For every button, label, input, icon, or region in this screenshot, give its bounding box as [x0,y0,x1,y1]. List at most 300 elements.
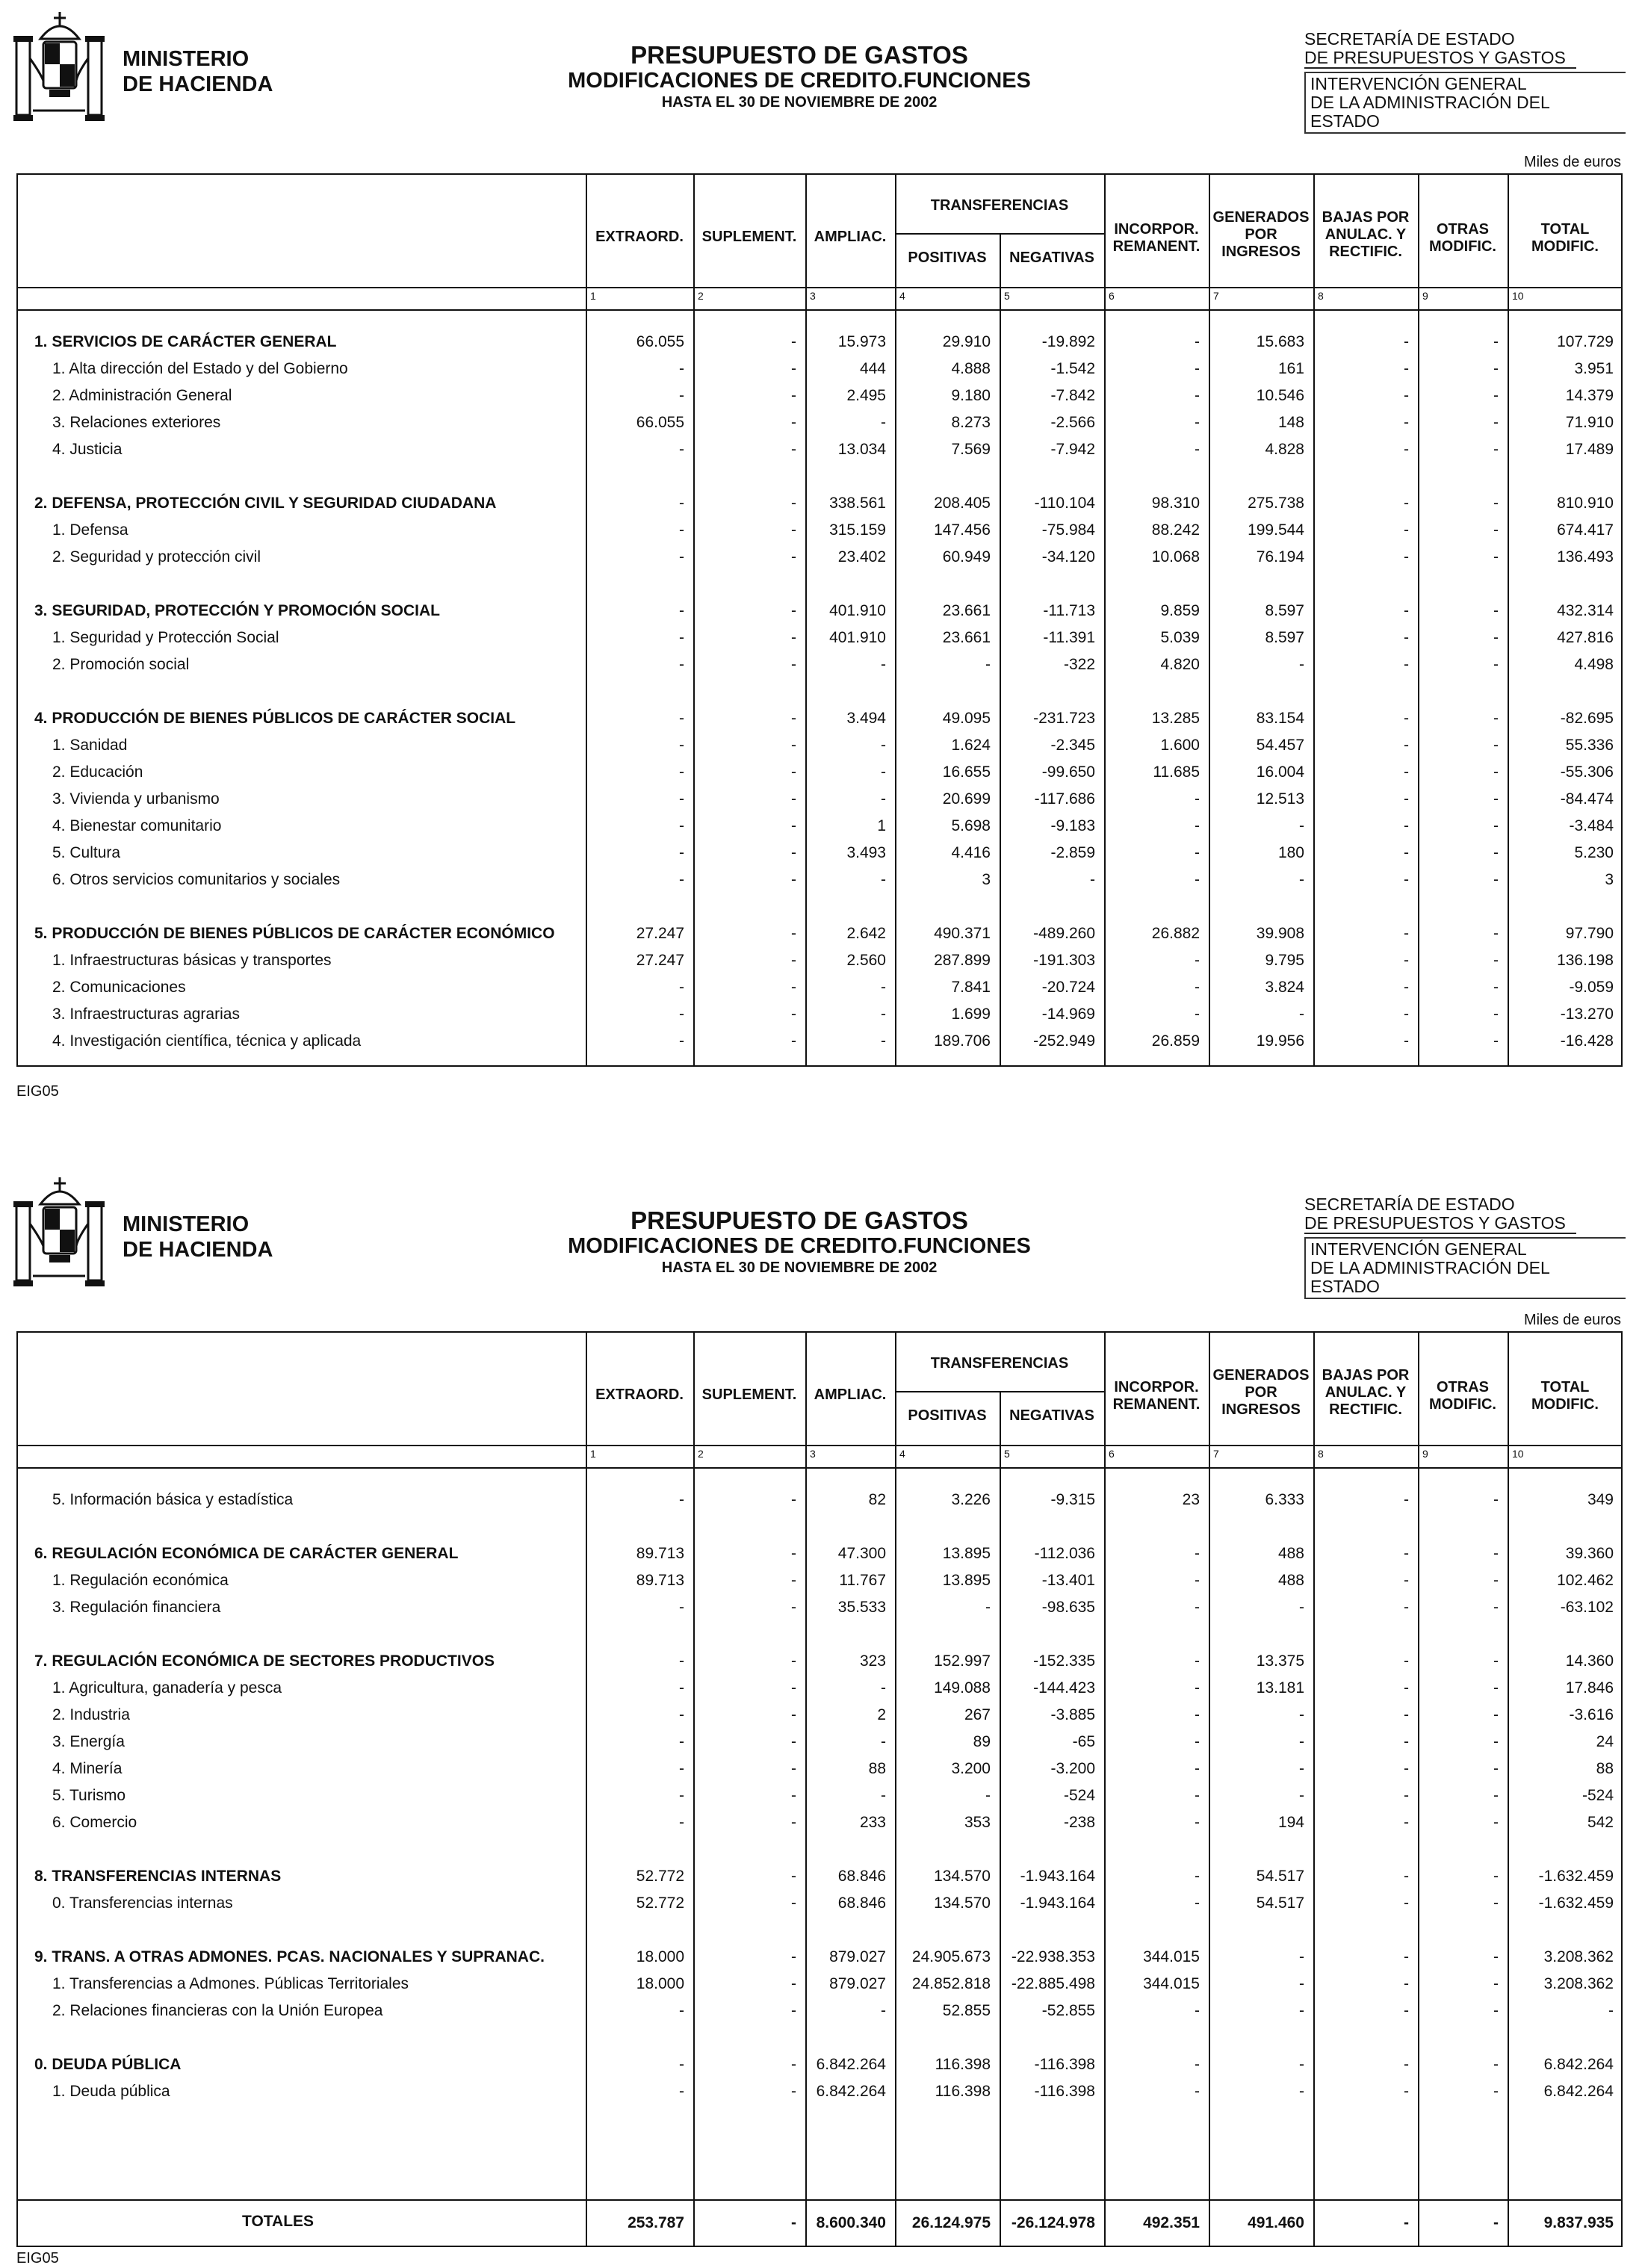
row-value: 432.314 [1557,602,1614,619]
row-value: - [791,1032,796,1050]
row-value: - [1299,1787,1304,1804]
row-value: - [791,629,796,646]
row-value: -1.542 [1050,360,1095,377]
section-row [18,1863,1621,1890]
column-number: 5 [1004,1448,1010,1460]
row-value: -116.398 [1034,2083,1095,2100]
row-value: 47.300 [837,1545,886,1562]
row-value: 9.180 [951,387,991,404]
row-value: 189.706 [934,1032,991,1050]
row-value: - [1195,1787,1200,1804]
row-value: -1.943.164 [1020,1868,1095,1885]
subsection-row [18,409,1621,436]
row-value: -3.616 [1569,1706,1614,1723]
document-title [568,42,1031,112]
row-value: - [1493,602,1499,619]
column-header [1508,1379,1623,1413]
row-label: 6. REGULACIÓN ECONÓMICA DE CARÁCTER GENERAL [34,1545,459,1562]
row-value: -2.859 [1050,844,1095,861]
column-header-line: INGRESOS [1221,1401,1301,1418]
column-number: 6 [1109,290,1115,302]
units-label: Miles de euros [1523,1312,1621,1328]
row-value: - [1493,387,1499,404]
intervencion-box [1304,1237,1626,1299]
row-value: 338.561 [829,495,886,512]
column-header-line: AMPLIAC. [814,1386,887,1403]
row-value: - [1404,1948,1409,1965]
row-value: - [1404,1760,1409,1777]
column-header-line: INCORPOR. [1114,221,1199,238]
row-value: 66.055 [636,414,684,431]
row-value: -9.183 [1050,817,1095,834]
row-value: 3.200 [951,1760,991,1777]
row-value: - [791,2083,796,2100]
row-label: 3. Energía [52,1733,125,1750]
row-value: 29.910 [942,333,991,350]
row-value: 6.333 [1265,1491,1304,1508]
row-value: 490.371 [934,925,991,942]
row-value: 6.842.264 [1543,2083,1614,2100]
row-label: 4. Bienestar comunitario [52,817,222,834]
row-value: 10.068 [1151,548,1200,566]
column-number: 5 [1004,290,1010,302]
column-header-line: OTRAS [1437,221,1489,238]
row-value: - [1493,1032,1499,1050]
row-value: - [679,2056,684,2073]
column-header-line: POR [1245,1384,1277,1401]
column-header [1209,209,1313,261]
row-value: - [1404,548,1409,566]
row-value: - [1493,737,1499,754]
row-value: 35.533 [837,1599,886,1616]
totals-value: 8.600.340 [816,2214,886,2231]
row-value: 76.194 [1256,548,1304,566]
column-header-line: RECTIFIC. [1329,244,1402,260]
section-row [18,329,1621,356]
row-value: - [1493,844,1499,861]
subsection-row [18,625,1621,651]
row-value: - [1493,1572,1499,1589]
row-value: - [1195,979,1200,996]
row-value: 14.360 [1565,1652,1614,1670]
coat-of-arms-icon [10,6,108,131]
row-value: 68.846 [837,1868,886,1885]
column-header [1313,209,1418,261]
row-value: - [1195,1652,1200,1670]
row-value: 3 [1605,871,1614,888]
row-value: - [1404,710,1409,727]
section-row [18,1944,1621,1971]
row-value: -3.885 [1050,1706,1095,1723]
row-value: - [1493,1814,1499,1831]
row-value: - [1195,1006,1200,1023]
row-value: - [1493,952,1499,969]
period: HASTA EL 30 DE NOVIEMBRE DE 2002 [661,94,938,111]
row-label: 1. Transferencias a Admones. Públicas Territoriales [52,1975,409,1992]
row-value: -11.713 [1043,602,1095,619]
row-value: 11.685 [1153,763,1200,781]
row-value: 71.910 [1565,414,1614,431]
row-value: - [679,737,684,754]
subsection-row [18,1675,1621,1702]
row-value: - [1404,844,1409,861]
row-value: - [1299,1975,1304,1992]
intervencion-box [1304,72,1626,134]
column-header-line: TOTAL [1540,221,1590,238]
row-value: - [679,495,684,512]
row-value: 98.310 [1151,495,1200,512]
secretaria-line-1: SECRETARÍA DE ESTADO [1304,29,1515,49]
row-label: 1. Regulación económica [52,1572,229,1589]
subsection-row [18,732,1621,759]
page-1 [0,0,1642,1113]
row-value: -144.423 [1033,1679,1095,1697]
row-value: 13.375 [1256,1652,1304,1670]
row-value: 18.000 [636,1948,684,1965]
row-value: -1.943.164 [1020,1894,1095,1912]
row-value: - [679,1706,684,1723]
period: HASTA EL 30 DE NOVIEMBRE DE 2002 [661,1260,938,1276]
row-value: 6.842.264 [816,2056,886,2073]
row-value: - [881,737,886,754]
row-value: -55.306 [1560,763,1614,781]
subsection-row [18,2078,1621,2105]
row-value: - [1493,1948,1499,1965]
row-value: 3.494 [846,710,886,727]
row-value: - [1404,1706,1409,1723]
subsection-row [18,1028,1621,1055]
row-value: 116.398 [935,2083,991,2100]
totals-value: - [1493,2214,1499,2231]
column-number: 4 [899,290,905,302]
row-label: 1. Deuda pública [52,2083,170,2100]
row-value: 88 [868,1760,886,1777]
row-value: - [791,360,796,377]
row-value: - [791,1975,796,1992]
row-label: 8. TRANSFERENCIAS INTERNAS [34,1868,282,1885]
row-value: -2.566 [1050,414,1095,431]
row-value: - [1404,1599,1409,1616]
row-value: 134.570 [934,1868,991,1885]
row-value: - [679,763,684,781]
row-value: - [1404,629,1409,646]
row-value: 3.824 [1265,979,1304,996]
row-value: - [679,2002,684,2019]
subsection-row [18,1594,1621,1621]
row-value: 134.570 [934,1894,991,1912]
row-value: 488 [1277,1572,1304,1589]
row-value: - [1404,441,1409,458]
row-value: - [1195,1760,1200,1777]
row-value: - [1493,1760,1499,1777]
row-value: - [985,1787,991,1804]
row-value: - [1404,414,1409,431]
row-value: - [1404,656,1409,673]
row-value: 68.846 [837,1894,886,1912]
row-value: - [679,1652,684,1670]
row-value: - [881,763,886,781]
row-label: 1. SERVICIOS DE CARÁCTER GENERAL [34,333,337,350]
row-value: -65 [1072,1733,1095,1750]
row-value: - [1404,952,1409,969]
row-label: 1. Sanidad [52,737,128,754]
row-value: - [679,1733,684,1750]
row-label: 3. Regulación financiera [52,1599,221,1616]
row-value: - [1493,1599,1499,1616]
row-value: - [1195,1814,1200,1831]
row-value: 24 [1596,1733,1614,1750]
row-value: - [1195,790,1200,808]
row-value: - [1493,548,1499,566]
column-number: 1 [590,1448,596,1460]
row-value: -9.059 [1569,979,1614,996]
row-value: 344.015 [1143,1975,1200,1992]
row-label: 3. SEGURIDAD, PROTECCIÓN Y PROMOCIÓN SOCIAL [34,602,440,619]
row-value: - [1404,2083,1409,2100]
row-label: 6. Otros servicios comunitarios y sociales [52,871,341,888]
row-value: 1.600 [1160,737,1200,754]
row-value: -524 [1581,1787,1614,1804]
row-value: - [791,1814,796,1831]
row-value: - [679,441,684,458]
subsection-row [18,544,1621,571]
column-number: 2 [698,290,704,302]
row-value: 23.661 [942,629,991,646]
row-value: - [679,1814,684,1831]
header-divider [18,287,1621,288]
row-value: 149.088 [934,1679,991,1697]
row-value: -117.686 [1034,790,1095,808]
column-header-line: REMANENT. [1112,1396,1200,1413]
subsection-row [18,651,1621,678]
row-value: - [1404,737,1409,754]
subtitle: MODIFICACIONES DE CREDITO.FUNCIONES [568,69,1031,93]
row-value: - [791,333,796,350]
row-label: 0. DEUDA PÚBLICA [34,2056,182,2073]
row-value: - [1493,817,1499,834]
row-label: 1. Seguridad y Protección Social [52,629,279,646]
row-value: 4.416 [951,844,991,861]
row-value: - [679,1006,684,1023]
row-value: - [679,1032,684,1050]
row-value: - [1195,817,1200,834]
column-header-line: POR [1245,226,1277,243]
row-value: 5.039 [1160,629,1200,646]
column-header [1508,221,1623,255]
row-value: - [791,602,796,619]
row-value: 5.230 [1574,844,1614,861]
row-value: 13.181 [1256,1679,1304,1697]
row-value: 20.699 [942,790,991,808]
row-value: 879.027 [829,1948,886,1965]
row-value: - [1404,1006,1409,1023]
row-value: - [1404,1894,1409,1912]
row-label: 2. Industria [52,1706,130,1723]
row-value: 116.398 [935,2056,991,2073]
section-row [18,2051,1621,2078]
row-value: - [1404,387,1409,404]
row-value: - [679,1787,684,1804]
row-value: 9.859 [1160,602,1200,619]
row-value: 54.457 [1256,737,1304,754]
row-value: 323 [859,1652,886,1670]
column-header-line: GENERADOS [1212,1367,1310,1384]
row-value: - [791,790,796,808]
row-value: 4.828 [1265,441,1304,458]
subsection-row [18,1998,1621,2024]
row-value: 2.642 [846,925,886,942]
column-number: 9 [1422,290,1428,302]
row-value: 13.895 [942,1572,991,1589]
row-value: 52.772 [636,1868,684,1885]
row-label: 2. DEFENSA, PROTECCIÓN CIVIL Y SEGURIDAD CIUDADANA [34,495,497,512]
row-value: - [1195,1868,1200,1885]
column-header-line: BAJAS POR [1322,1367,1410,1384]
totals-value: 9.837.935 [1543,2214,1614,2231]
row-value: - [1195,1599,1200,1616]
row-value: - [791,763,796,781]
row-label: 4. Minería [52,1760,123,1777]
subsection-row [18,1567,1621,1594]
row-label: 5. Turismo [52,1787,126,1804]
row-value: - [791,844,796,861]
row-value: 4.498 [1574,656,1614,673]
row-value: - [881,1032,886,1050]
row-value: 287.899 [934,952,991,969]
column-header-line: AMPLIAC. [814,229,887,245]
intervencion-line-2: DE LA ADMINISTRACIÓN DEL ESTADO [1310,93,1549,131]
number-row-divider [18,309,1621,311]
row-value: 148 [1277,414,1304,431]
row-value: - [679,521,684,539]
column-header [805,229,895,246]
subsection-row [18,786,1621,813]
section-row [18,1540,1621,1567]
row-value: - [791,441,796,458]
row-label: 2. Administración General [52,387,232,404]
subsection-row [18,840,1621,867]
row-value: 55.336 [1565,737,1614,754]
column-number: 3 [810,1448,816,1460]
row-value: - [1493,871,1499,888]
column-header-line: INGRESOS [1221,244,1301,260]
subsection-row [18,1487,1621,1513]
column-header-line: MODIFIC. [1429,238,1496,255]
row-value: -20.724 [1041,979,1095,996]
row-value: 10.546 [1256,387,1304,404]
row-value: 1.699 [951,1006,991,1023]
row-value: - [791,414,796,431]
units-label: Miles de euros [1523,154,1621,170]
row-value: - [1493,1868,1499,1885]
intervencion-line-1: INTERVENCIÓN GENERAL [1310,1239,1527,1259]
row-value: - [791,1894,796,1912]
section-row [18,598,1621,625]
row-value: - [791,925,796,942]
row-value: - [1493,414,1499,431]
row-value: 488 [1277,1545,1304,1562]
row-value: -489.260 [1033,925,1095,942]
row-value: 427.816 [1557,629,1614,646]
row-value: - [1195,1679,1200,1697]
row-label: 2. Educación [52,763,143,781]
column-header-line: MODIFIC. [1429,1396,1496,1413]
row-value: - [791,1652,796,1670]
row-value: - [1493,1787,1499,1804]
row-value: 52.772 [636,1894,684,1912]
row-value: - [1493,521,1499,539]
row-value: -11.391 [1043,629,1095,646]
column-number: 2 [698,1448,704,1460]
row-value: 19.956 [1256,1032,1304,1050]
row-label: 1. Infraestructuras básicas y transportes [52,952,332,969]
row-value: 5.698 [951,817,991,834]
row-value: - [791,871,796,888]
row-value: 52.855 [942,2002,991,2019]
budget-table [16,173,1623,1067]
secretaria-block [1304,1195,1626,1299]
column-header [586,229,693,246]
row-value: - [1195,1733,1200,1750]
ministry-line-2: DE HACIENDA [123,1238,273,1262]
row-value: - [1404,333,1409,350]
row-value: 194 [1277,1814,1304,1831]
row-value: - [1493,790,1499,808]
row-value: - [1404,1032,1409,1050]
row-value: - [1608,2002,1614,2019]
row-value: - [679,2083,684,2100]
row-value: 27.247 [636,925,684,942]
row-label: 2. Seguridad y protección civil [52,548,261,566]
secretaria-line-1: SECRETARÍA DE ESTADO [1304,1195,1515,1214]
row-value: - [791,1787,796,1804]
row-value: 344.015 [1143,1948,1200,1965]
subsection-row [18,1001,1621,1028]
row-value: - [1404,979,1409,996]
row-value: - [985,1599,991,1616]
row-value: 4.888 [951,360,991,377]
row-value: 9.795 [1265,952,1304,969]
row-value: 15.683 [1256,333,1304,350]
row-value: 24.905.673 [911,1948,991,1965]
row-value: -63.102 [1560,1599,1614,1616]
column-header-line: GENERADOS [1212,209,1310,226]
row-value: - [1299,817,1304,834]
row-value: 542 [1587,1814,1614,1831]
column-header [1104,221,1209,255]
column-number: 10 [1512,1448,1524,1460]
row-value: - [791,1545,796,1562]
row-value: - [1195,333,1200,350]
row-value: 275.738 [1248,495,1304,512]
row-value: - [1404,871,1409,888]
row-value: - [679,656,684,673]
row-value: - [1195,441,1200,458]
row-value: - [791,1679,796,1697]
row-value: - [1299,1948,1304,1965]
row-value: - [1493,1652,1499,1670]
row-value: - [791,952,796,969]
row-value: - [1404,2002,1409,2019]
row-value: - [791,979,796,996]
subsection-row [18,517,1621,544]
column-header-negativas: NEGATIVAS [1009,1407,1094,1424]
row-value: - [881,1679,886,1697]
column-header-positivas: POSITIVAS [908,1407,987,1424]
row-label: 2. Comunicaciones [52,979,186,996]
row-label: 1. Defensa [52,521,128,539]
row-value: - [791,2056,796,2073]
